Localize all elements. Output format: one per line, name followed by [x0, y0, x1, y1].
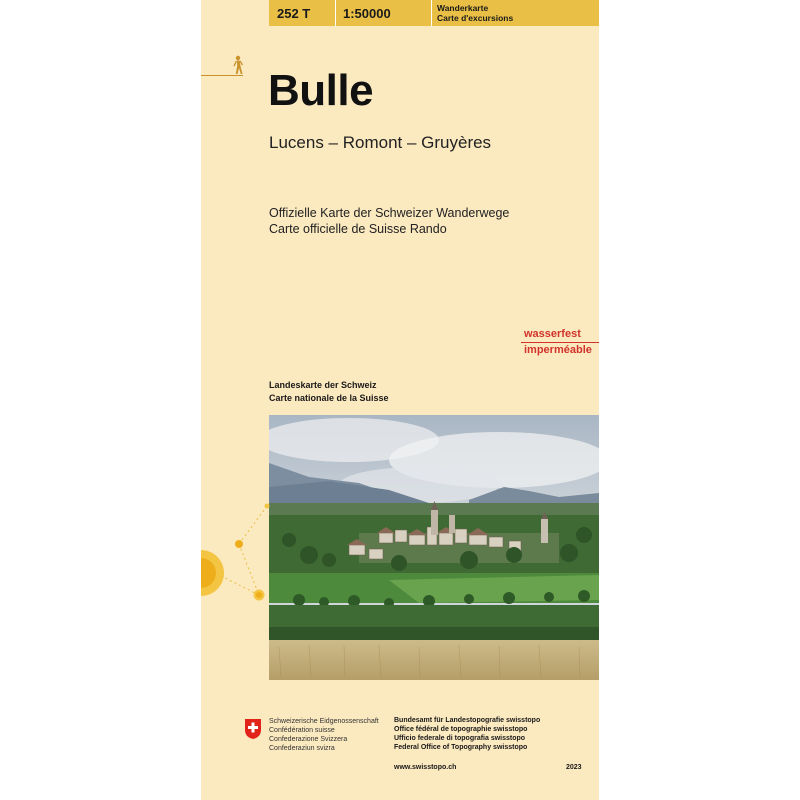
waterproof-de: wasserfest — [524, 328, 581, 340]
map-type-fr: Carte d'excursions — [437, 13, 514, 23]
confederation-it: Confederazione Svizzera — [269, 736, 348, 743]
confederation-rm: Confederaziun svizra — [269, 745, 335, 752]
office-en: Federal Office of Topography swisstopo — [394, 744, 528, 751]
hiker-icon — [231, 55, 245, 75]
hiker-line — [201, 75, 243, 76]
waterproof-divider — [521, 342, 599, 343]
header-divider — [431, 0, 432, 26]
map-cover — [201, 0, 599, 800]
map-type-de: Wanderkarte — [437, 3, 489, 13]
series-de: Landeskarte der Schweiz — [269, 380, 377, 390]
confederation-fr: Confédération suisse — [269, 727, 335, 734]
map-scale: 1:50000 — [343, 5, 391, 21]
map-type — [433, 3, 513, 23]
subtitle: Lucens – Romont – Gruyères — [269, 133, 492, 152]
swiss-flag-icon — [244, 718, 262, 740]
sun-decoration — [201, 500, 281, 610]
website-link[interactable]: www.swisstopo.ch — [394, 764, 457, 771]
header-bar — [269, 0, 599, 26]
landscape-photo — [269, 415, 599, 680]
office-fr: Office fédéral de topographie swisstopo — [394, 726, 528, 733]
description-de: Offizielle Karte der Schweizer Wanderwege — [269, 206, 510, 220]
description-fr: Carte officielle de Suisse Rando — [269, 222, 447, 236]
series-fr: Carte nationale de la Suisse — [269, 393, 389, 403]
office-de: Bundesamt für Landestopografie swisstopo — [394, 717, 541, 724]
office-it: Ufficio federale di topografia swisstopo — [394, 735, 526, 742]
map-number: 252 T — [277, 5, 311, 21]
confederation-de: Schweizerische Eidgenossenschaft — [269, 718, 379, 725]
edition-year: 2023 — [566, 764, 582, 771]
waterproof-fr: imperméable — [524, 344, 592, 356]
page-title: Bulle — [268, 66, 374, 115]
confederation-block — [269, 717, 379, 753]
